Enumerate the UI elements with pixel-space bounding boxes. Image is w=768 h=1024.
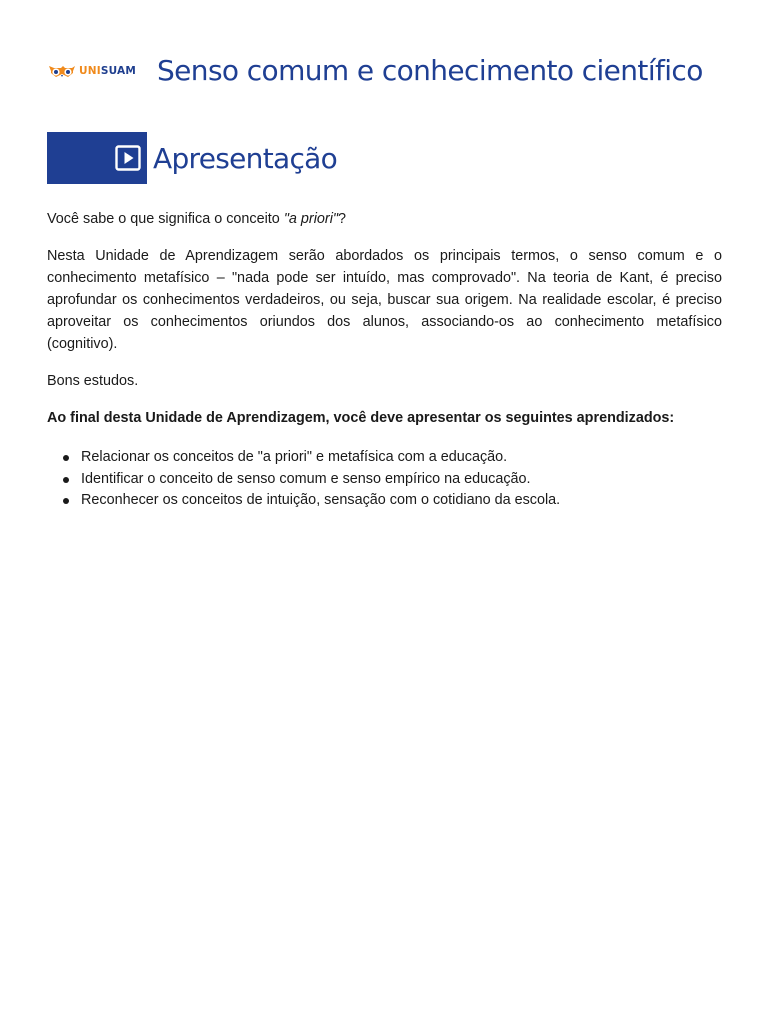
objectives-list bbox=[47, 447, 722, 512]
intro-prefix: Você sabe o que significa o conceito bbox=[47, 211, 284, 227]
play-icon bbox=[115, 145, 141, 171]
logo-wordmark-uni: UNI bbox=[79, 65, 101, 77]
intro-question bbox=[47, 208, 722, 230]
document-header bbox=[48, 50, 728, 92]
intro-paragraph: Nesta Unidade de Aprendizagem serão abordados os principais termos, o senso comum e o conhecimento metafísico – "nada pode ser intuído, mas comprovado". Na teoria de Kant, é preciso aprofundar os conhecimentos verdadeiros, ou seja, buscar sua origem. Na realidade escolar, é preciso aproveitar os conhecimentos oriundos dos alunos, associando-os ao conhecimento metafísico (cognitivo). bbox=[47, 248, 722, 352]
document-title: Senso comum e conhecimento científico bbox=[157, 54, 703, 87]
section-header bbox=[47, 132, 337, 184]
objective-item: Identificar o conceito de senso comum e senso empírico na educação. bbox=[81, 469, 722, 491]
section-accent-bar bbox=[47, 132, 147, 184]
section-title: Apresentação bbox=[153, 141, 338, 175]
unisuam-logo bbox=[48, 61, 148, 81]
objective-item: Reconhecer os conceitos de intuição, sensação com o cotidiano da escola. bbox=[81, 490, 722, 512]
objectives-heading: Ao final desta Unidade de Aprendizagem, você deve apresentar os seguintes aprendizados: bbox=[47, 410, 675, 426]
greeting-text: Bons estudos. bbox=[47, 373, 139, 389]
presentation-content bbox=[47, 208, 722, 512]
logo-wordmark bbox=[79, 65, 136, 77]
logo-wordmark-suam: SUAM bbox=[100, 65, 136, 77]
objective-item: Relacionar os conceitos de "a priori" e metafísica com a educação. bbox=[81, 447, 722, 469]
owl-logo-icon bbox=[48, 63, 76, 79]
intro-term: "a priori" bbox=[283, 211, 339, 227]
intro-suffix: ? bbox=[338, 211, 347, 227]
